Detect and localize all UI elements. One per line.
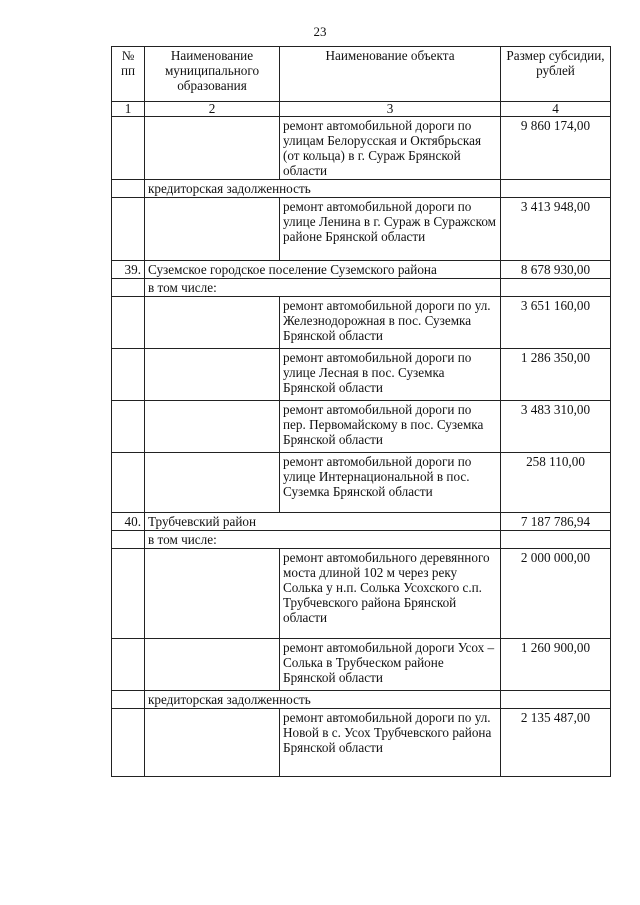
table-row bbox=[112, 453, 611, 513]
municipality-name: Трубчевский район bbox=[145, 513, 501, 531]
empty-cell bbox=[145, 349, 280, 401]
subsidy-amount: 1 286 350,00 bbox=[501, 349, 611, 401]
table-row bbox=[112, 513, 611, 531]
object-name: ремонт автомобильной дороги по улице Интернациональной в пос. Суземка Брянской области bbox=[280, 453, 501, 513]
subsidy-amount: 258 110,00 bbox=[501, 453, 611, 513]
object-name: ремонт автомобильной дороги по ул. Железнодорожная в пос. Суземка Брянской области bbox=[280, 297, 501, 349]
empty-cell bbox=[112, 180, 145, 198]
table-row bbox=[112, 549, 611, 639]
object-name: ремонт автомобильного деревянного моста длиной 102 м через реку Солька у н.п. Солька Усохского с.п. Трубчевского района Брянской области bbox=[280, 549, 501, 639]
object-name: ремонт автомобильной дороги по ул. Новой в с. Усох Трубчевского района Брянской области bbox=[280, 709, 501, 777]
empty-cell bbox=[145, 639, 280, 691]
table-row bbox=[112, 180, 611, 198]
empty-cell bbox=[501, 691, 611, 709]
empty-cell bbox=[112, 401, 145, 453]
empty-cell bbox=[145, 117, 280, 180]
table-row bbox=[112, 639, 611, 691]
row-number: 40. bbox=[112, 513, 145, 531]
table-row bbox=[112, 297, 611, 349]
table-row bbox=[112, 349, 611, 401]
column-number: 2 bbox=[145, 102, 280, 117]
section-label: в том числе: bbox=[145, 279, 501, 297]
table-row bbox=[112, 709, 611, 777]
subsidy-table bbox=[111, 46, 611, 777]
table-row bbox=[112, 691, 611, 709]
header-subsidy: Размер субсидии, рублей bbox=[501, 47, 611, 102]
empty-cell bbox=[112, 117, 145, 180]
subsidy-amount: 2 000 000,00 bbox=[501, 549, 611, 639]
municipality-name: Суземское городское поселение Суземского района bbox=[145, 261, 501, 279]
section-label: кредиторская задолженность bbox=[145, 691, 501, 709]
empty-cell bbox=[112, 279, 145, 297]
empty-cell bbox=[145, 549, 280, 639]
row-number: 39. bbox=[112, 261, 145, 279]
object-name: ремонт автомобильной дороги по пер. Первомайскому в пос. Суземка Брянской области bbox=[280, 401, 501, 453]
header-municipality: Наименование муниципального образования bbox=[145, 47, 280, 102]
table-row bbox=[112, 401, 611, 453]
object-name: ремонт автомобильной дороги по улице Лесная в пос. Суземка Брянской области bbox=[280, 349, 501, 401]
empty-cell bbox=[112, 709, 145, 777]
table-row bbox=[112, 531, 611, 549]
subsidy-amount: 7 187 786,94 bbox=[501, 513, 611, 531]
table-header-row bbox=[112, 47, 611, 102]
empty-cell bbox=[501, 531, 611, 549]
empty-cell bbox=[145, 709, 280, 777]
empty-cell bbox=[112, 691, 145, 709]
section-label: кредиторская задолженность bbox=[145, 180, 501, 198]
subsidy-amount: 3 483 310,00 bbox=[501, 401, 611, 453]
table-row bbox=[112, 261, 611, 279]
empty-cell bbox=[112, 639, 145, 691]
subsidy-amount: 9 860 174,00 bbox=[501, 117, 611, 180]
subsidy-amount: 3 413 948,00 bbox=[501, 198, 611, 261]
empty-cell bbox=[112, 549, 145, 639]
object-name: ремонт автомобильной дороги по улице Ленина в г. Сураж в Суражском районе Брянской области bbox=[280, 198, 501, 261]
empty-cell bbox=[145, 198, 280, 261]
subsidy-amount: 8 678 930,00 bbox=[501, 261, 611, 279]
empty-cell bbox=[112, 531, 145, 549]
header-object: Наименование объекта bbox=[280, 47, 501, 102]
empty-cell bbox=[145, 453, 280, 513]
page-number: 23 bbox=[313, 24, 327, 39]
empty-cell bbox=[501, 180, 611, 198]
empty-cell bbox=[145, 297, 280, 349]
column-number: 3 bbox=[280, 102, 501, 117]
object-name: ремонт автомобильной дороги по улицам Белорусская и Октябрьская (от кольца) в г. Сураж Брянской области bbox=[280, 117, 501, 180]
column-numbers-row bbox=[112, 102, 611, 117]
subsidy-amount: 2 135 487,00 bbox=[501, 709, 611, 777]
empty-cell bbox=[145, 401, 280, 453]
subsidy-amount: 3 651 160,00 bbox=[501, 297, 611, 349]
section-label: в том числе: bbox=[145, 531, 501, 549]
empty-cell bbox=[112, 453, 145, 513]
object-name: ремонт автомобильной дороги Усох – Солька в Трубческом районе Брянской области bbox=[280, 639, 501, 691]
table-row bbox=[112, 117, 611, 180]
column-number: 1 bbox=[112, 102, 145, 117]
table-row bbox=[112, 279, 611, 297]
empty-cell bbox=[112, 297, 145, 349]
subsidy-amount: 1 260 900,00 bbox=[501, 639, 611, 691]
empty-cell bbox=[112, 198, 145, 261]
header-number: № пп bbox=[112, 47, 145, 102]
empty-cell bbox=[501, 279, 611, 297]
table-row bbox=[112, 198, 611, 261]
column-number: 4 bbox=[501, 102, 611, 117]
empty-cell bbox=[112, 349, 145, 401]
